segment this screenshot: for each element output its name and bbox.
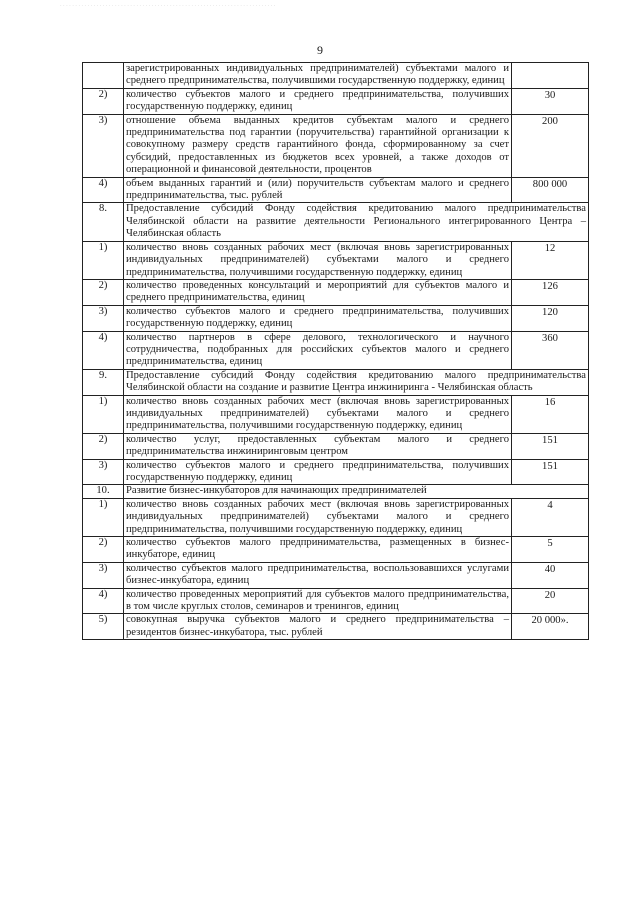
row-number: 2) xyxy=(83,88,124,114)
table-row xyxy=(83,331,589,369)
indicator-value: 30 xyxy=(512,88,589,114)
indicator-description: количество субъектов малого предпринимательства, воспользовавшихся услугами бизнес-инкубатора, единиц xyxy=(124,562,512,588)
section-title: Предоставление субсидий Фонду содействия кредитованию малого предпринимательства Челябинской области на развитие деятельности Регионального интегрированного Центра – Челябинская область xyxy=(124,203,589,241)
row-number: 2) xyxy=(83,433,124,459)
indicators-table xyxy=(82,62,589,640)
row-number: 3) xyxy=(83,562,124,588)
table-row xyxy=(83,88,589,114)
indicator-value: 126 xyxy=(512,279,589,305)
row-number: 3) xyxy=(83,305,124,331)
table-row xyxy=(83,177,589,203)
indicator-description: количество вновь созданных рабочих мест (включая вновь зарегистрированных индивидуальных предпринимателей) субъектами малого и среднего предпринимательства, получившими государственную поддержку, единиц xyxy=(124,498,512,536)
scan-header-noise: · · · · · · · · · · · · · · · · · · · · · · · · · · · · · · · · · · · · · · · · · · · · · · · · · · · · · · · · · · · · · · · · · · · · · · · xyxy=(60,3,276,9)
indicator-description: зарегистрированных индивидуальных предпринимателей) субъектами малого и среднего предпринимательства, получившими государственную поддержку, единиц xyxy=(124,63,512,89)
row-number: 3) xyxy=(83,459,124,485)
indicator-value xyxy=(512,63,589,89)
table-row xyxy=(83,114,589,177)
table-row xyxy=(83,459,589,485)
page-number: 9 xyxy=(317,43,323,57)
row-number: 2) xyxy=(83,537,124,563)
row-number: 1) xyxy=(83,241,124,279)
indicator-value: 151 xyxy=(512,459,589,485)
row-number: 8. xyxy=(83,203,124,241)
table-row xyxy=(83,241,589,279)
table-row xyxy=(83,562,589,588)
section-title: Предоставление субсидий Фонду содействия кредитованию малого предпринимательства Челябинской области на создание и развитие Центра инжиниринга - Челябинская область xyxy=(124,369,589,395)
row-number: 10. xyxy=(83,485,124,498)
row-number: 2) xyxy=(83,279,124,305)
indicator-description: совокупная выручка субъектов малого и среднего предпринимательства – резидентов бизнес-инкубатора, тыс. рублей xyxy=(124,614,512,640)
indicator-value: 20 000». xyxy=(512,614,589,640)
table-row xyxy=(83,614,589,640)
indicator-value: 40 xyxy=(512,562,589,588)
indicator-description: объем выданных гарантий и (или) поручительств субъектам малого и среднего предпринимательства, тыс. рублей xyxy=(124,177,512,203)
indicator-value: 4 xyxy=(512,498,589,536)
table-row xyxy=(83,537,589,563)
row-number: 5) xyxy=(83,614,124,640)
indicator-description: количество проведенных мероприятий для субъектов малого предпринимательства, в том числе круглых столов, семинаров и тренингов, единиц xyxy=(124,588,512,614)
indicator-description: отношение объема выданных кредитов субъектам малого и среднего предпринимательства под гарантии (поручительства) гарантийной организации к совокупному размеру средств гарантийного фонда, сформированному за счет субсидий, предоставленных из бюджетов всех уровней, а также доходов от операционной и финансовой деятельности, процентов xyxy=(124,114,512,177)
section-row xyxy=(83,203,589,241)
indicator-value: 800 000 xyxy=(512,177,589,203)
indicator-description: количество вновь созданных рабочих мест (включая вновь зарегистрированных индивидуальных предпринимателей) субъектами малого и среднего предпринимательства, получившими государственную поддержку, единиц xyxy=(124,395,512,433)
indicator-description: количество услуг, предоставленных субъектам малого и среднего предпринимательства инжиниринговым центром xyxy=(124,433,512,459)
indicator-value: 360 xyxy=(512,331,589,369)
section-row xyxy=(83,485,589,498)
indicator-description: количество партнеров в сфере делового, технологического и научного сотрудничества, подобранных для российских субъектов малого и среднего предпринимательства, единиц xyxy=(124,331,512,369)
table-row xyxy=(83,63,589,89)
indicator-description: количество субъектов малого и среднего предпринимательства, получивших государственную поддержку, единиц xyxy=(124,305,512,331)
table-row xyxy=(83,395,589,433)
section-row xyxy=(83,369,589,395)
indicator-description: количество вновь созданных рабочих мест (включая вновь зарегистрированных индивидуальных предпринимателей) субъектами малого и среднего предпринимательства, получившими государственную поддержку, единиц xyxy=(124,241,512,279)
indicator-value: 200 xyxy=(512,114,589,177)
row-number: 9. xyxy=(83,369,124,395)
indicator-description: количество субъектов малого предпринимательства, размещенных в бизнес-инкубаторе, единиц xyxy=(124,537,512,563)
table-row xyxy=(83,498,589,536)
row-number: 4) xyxy=(83,331,124,369)
row-number: 1) xyxy=(83,395,124,433)
indicator-description: количество проведенных консультаций и мероприятий для субъектов малого и среднего предпринимательства, единиц xyxy=(124,279,512,305)
row-number xyxy=(83,63,124,89)
section-title: Развитие бизнес-инкубаторов для начинающих предпринимателей xyxy=(124,485,589,498)
row-number: 3) xyxy=(83,114,124,177)
table-row xyxy=(83,588,589,614)
table-row xyxy=(83,433,589,459)
row-number: 1) xyxy=(83,498,124,536)
table-row xyxy=(83,279,589,305)
indicator-value: 120 xyxy=(512,305,589,331)
indicator-value: 20 xyxy=(512,588,589,614)
row-number: 4) xyxy=(83,588,124,614)
row-number: 4) xyxy=(83,177,124,203)
indicator-description: количество субъектов малого и среднего предпринимательства, получивших государственную поддержку, единиц xyxy=(124,459,512,485)
table-row xyxy=(83,305,589,331)
indicator-value: 16 xyxy=(512,395,589,433)
indicator-value: 5 xyxy=(512,537,589,563)
indicator-description: количество субъектов малого и среднего предпринимательства, получивших государственную поддержку, единиц xyxy=(124,88,512,114)
indicator-value: 151 xyxy=(512,433,589,459)
indicator-value: 12 xyxy=(512,241,589,279)
